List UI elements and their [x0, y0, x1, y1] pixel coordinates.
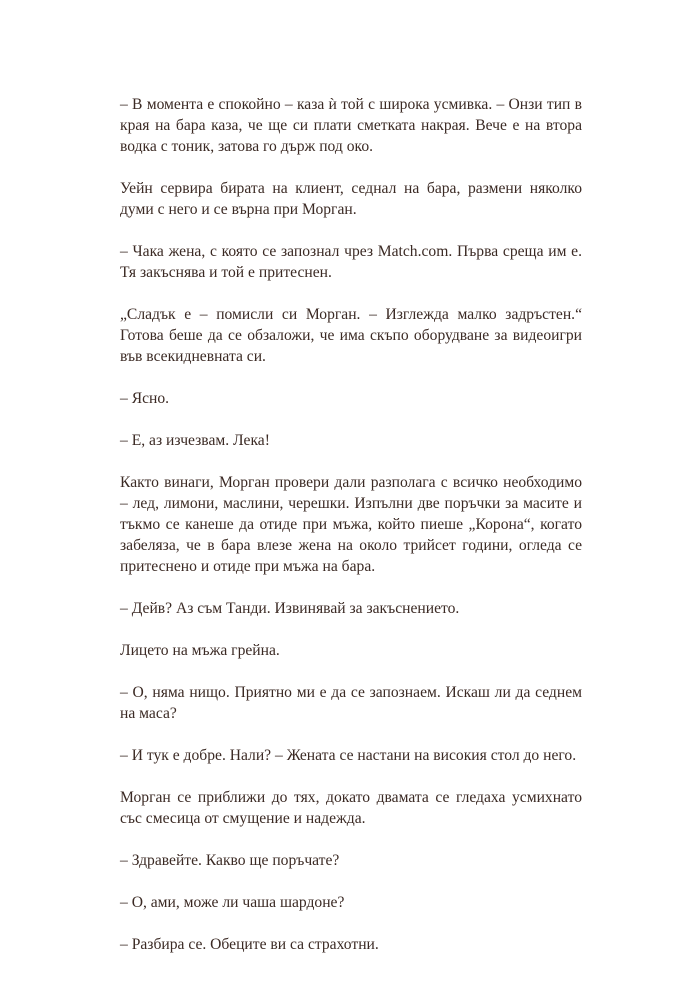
paragraph: – Здравейте. Какво ще поръчате? — [120, 852, 340, 869]
paragraph: „Сладък е – помисли си Морган. – Изглежда малко задръстен.“ Готова беше да се обзаложи, че има скъпо оборудване за видеоигри във всекидневната си. — [120, 306, 582, 365]
paragraph: Морган се приближи до тях, докато двамата се гледаха усмихнато със смесица от смущение и надежда. — [120, 789, 582, 827]
paragraph: Уейн сервира бирата на клиент, седнал на бара, размени няколко думи с него и се върна при Морган. — [120, 180, 582, 218]
paragraph: – Разбира се. Обеците ви са страхотни. — [120, 936, 379, 953]
paragraph: Както винаги, Морган провери дали разполага с всичко необходимо – лед, лимони, маслини, черешки. Изпълни две поръчки за масите и тъкмо се канеше да отиде при мъжа, който пиеше „Корона“, когато забеляза, че в бара влезе жена на около трийсет години, огледа се притеснено и отиде при мъжа на бара. — [120, 474, 582, 575]
paragraph: – И тук е добре. Нали? – Жената се настани на високия стол до него. — [120, 747, 577, 764]
paragraph: – О, няма нищо. Приятно ми е да се запознаем. Искаш ли да седнем на маса? — [120, 684, 582, 722]
paragraph: – Чака жена, с която се запознал чрез Match.com. Първа среща им е. Тя закъснява и той е притеснен. — [120, 243, 582, 281]
document-body — [120, 94, 582, 976]
paragraph: – В момента е спокойно – каза ѝ той с широка усмивка. – Онзи тип в края на бара каза, че ще си плати сметката накрая. Вече е на втора водка с тоник, затова го държ под око. — [120, 96, 582, 155]
paragraph: – Дейв? Аз съм Танди. Извинявай за закъснението. — [120, 600, 460, 617]
paragraph: – Е, аз изчезвам. Лека! — [120, 432, 270, 449]
paragraph: – Ясно. — [120, 390, 170, 407]
paragraph: Лицето на мъжа грейна. — [120, 642, 280, 659]
paragraph: – О, ами, може ли чаша шардоне? — [120, 894, 345, 911]
